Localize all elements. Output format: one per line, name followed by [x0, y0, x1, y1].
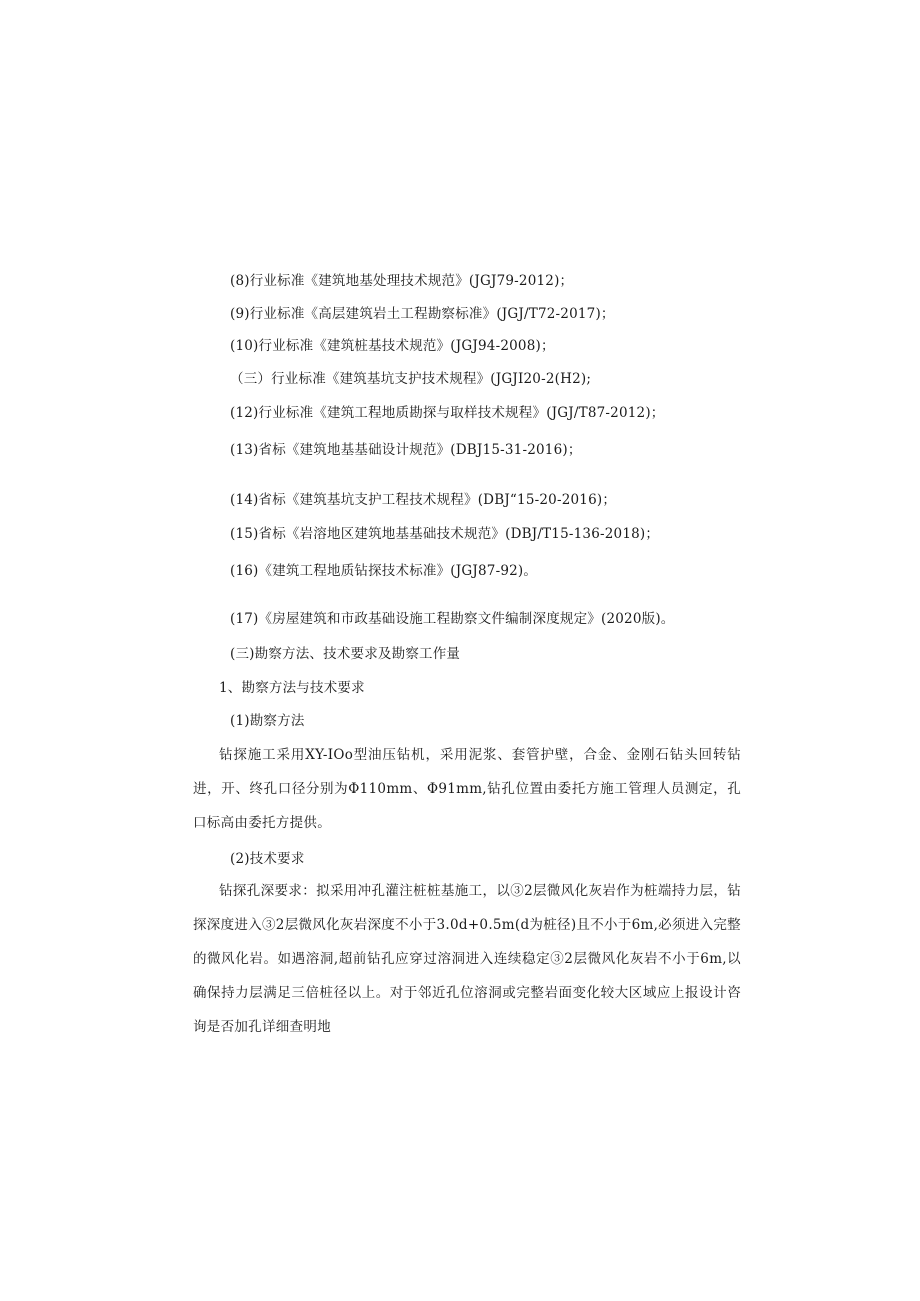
tech-heading: (2)技术要求	[230, 851, 305, 867]
section-title: (三)勘察方法、技术要求及勘察工作量	[230, 646, 461, 662]
tech-paragraph: 钻探孔深要求：拟采用冲孔灌注桩桩基施工，以③2层微风化灰岩作为桩端持力层，钻探深度进入③2层微风化灰岩深度不小于3.0d+0.5m(d为桩径)且不小于6m,必须进入完整的微风化岩。如遇溶洞,超前钻孔应穿过溶洞进入连续稳定③2层微风化灰岩不小于6m,以确保持力层满足三倍桩径以上。对于邻近孔位溶洞或完整岩面变化较大区域应上报设计咨询是否加孔详细查明地	[193, 883, 741, 1035]
reference-item-16: (16)《建筑工程地质钻探技术标准》(JGJ87-92)。	[230, 563, 538, 579]
reference-item-11: （三）行业标准《建筑基坑支护技术规程》(JGJI20-2(H2);	[230, 371, 592, 387]
reference-item-10: (10)行业标准《建筑桩基技术规范》(JGJ94-2008)；	[230, 338, 555, 354]
method-heading: (1)勘察方法	[230, 713, 305, 729]
reference-item-15: (15)省标《岩溶地区建筑地基基础技术规范》(DBJ/T15-136-2018)；	[230, 526, 660, 542]
reference-item-9: (9)行业标准《高层建筑岩土工程勘察标准》(JGJ/T72-2017)；	[230, 306, 615, 322]
reference-item-14: (14)省标《建筑基坑支护工程技术规程》(DBJ“15-20-2016)；	[230, 492, 617, 508]
method-paragraph: 钻探施工采用XY-IOo型油压钻机，采用泥浆、套管护壁，合金、金刚石钻头回转钻进，开、终孔口径分别为Φ110mm、Φ91mm,钻孔位置由委托方施工管理人员测定，孔口标高由委托方提供。	[193, 747, 741, 831]
subsection-title: 1、勘察方法与技术要求	[219, 680, 365, 696]
reference-item-17: (17)《房屋建筑和市政基础设施工程勘察文件编制深度规定》(2020版)。	[230, 611, 675, 627]
reference-item-8: (8)行业标准《建筑地基处理技术规范》(JGJ79-2012)；	[230, 273, 574, 289]
reference-item-13: (13)省标《建筑地基基础设计规范》(DBJ15-31-2016)；	[230, 442, 582, 458]
reference-item-12: (12)行业标准《建筑工程地质勘探与取样技术规程》(JGJ/T87-2012)；	[230, 405, 665, 421]
